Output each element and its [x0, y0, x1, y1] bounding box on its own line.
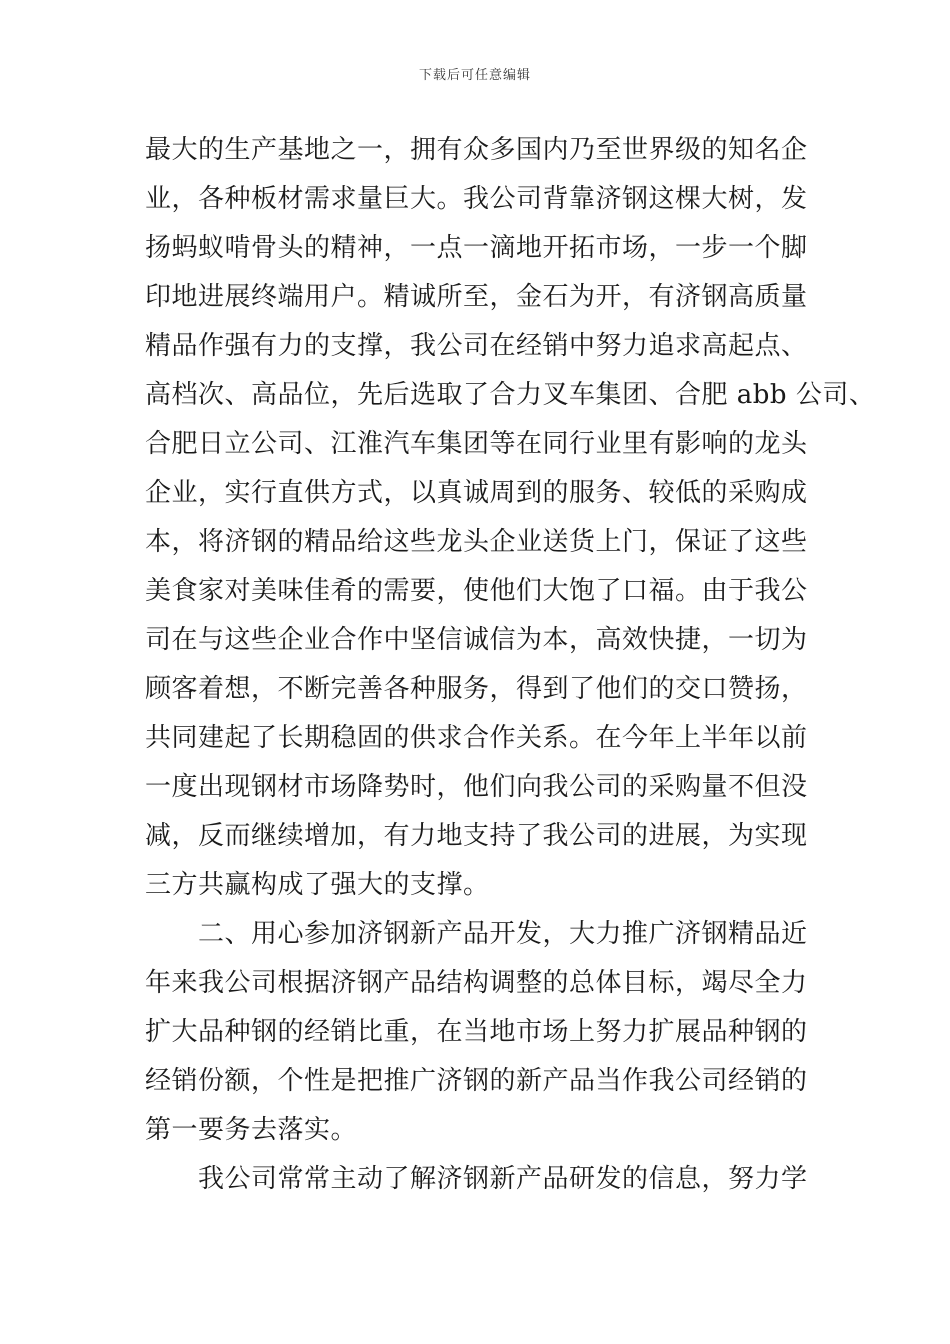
text-line: 司在与这些企业合作中坚信诚信为本，高效快捷，一切为 [145, 625, 808, 655]
text-line: 我公司常常主动了解济钢新产品研发的信息，努力学 [145, 1164, 808, 1194]
text-line: 印地进展终端用户。精诚所至，金石为开，有济钢高质量 [145, 282, 808, 312]
text-line: 合肥日立公司、江淮汽车集团等在同行业里有影响的龙头 [145, 429, 808, 459]
text-line: 企业，实行直供方式，以真诚周到的服务、较低的采购成 [145, 478, 808, 508]
text-line: 精品作强有力的支撑，我公司在经销中努力追求高起点、 [145, 331, 808, 361]
text-line: 二、用心参加济钢新产品开发，大力推广济钢精品近 [145, 919, 808, 949]
text-line: 第一要务去落实。 [145, 1115, 358, 1145]
page-header: 下载后可任意编辑 [418, 68, 531, 83]
text-line: 减，反而继续增加，有力地支持了我公司的进展，为实现 [145, 821, 808, 851]
text-line: 业，各种板材需求量巨大。我公司背靠济钢这棵大树，发 [145, 184, 808, 214]
text-line: 本，将济钢的精品给这些龙头企业送货上门，保证了这些 [145, 527, 808, 557]
text-line: 最大的生产基地之一，拥有众多国内乃至世界级的知名企 [145, 135, 808, 165]
text-line: 年来我公司根据济钢产品结构调整的总体目标，竭尽全力 [145, 968, 808, 998]
text-line: 高档次、高品位，先后选取了合力叉车集团、合肥 abb 公司、 [145, 380, 876, 410]
text-line: 扬蚂蚁啃骨头的精神，一点一滴地开拓市场，一步一个脚 [145, 233, 808, 263]
text-line: 顾客着想，不断完善各种服务，得到了他们的交口赞扬， [145, 674, 808, 704]
document-body [145, 126, 876, 1204]
text-line: 美食家对美味佳肴的需要，使他们大饱了口福。由于我公 [145, 576, 808, 606]
text-line: 三方共赢构成了强大的支撑。 [145, 870, 490, 900]
text-line: 扩大品种钢的经销比重，在当地市场上努力扩展品种钢的 [145, 1017, 808, 1047]
text-line: 一度出现钢材市场降势时，他们向我公司的采购量不但没 [145, 772, 808, 802]
text-line: 经销份额，个性是把推广济钢的新产品当作我公司经销的 [145, 1066, 808, 1096]
text-line: 共同建起了长期稳固的供求合作关系。在今年上半年以前 [145, 723, 808, 753]
